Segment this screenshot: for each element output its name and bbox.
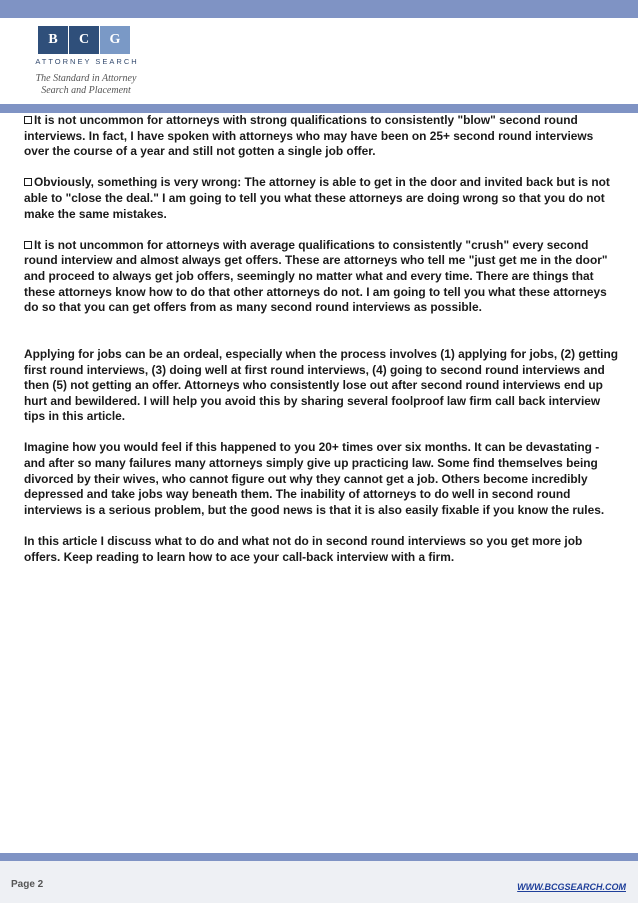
bullet-item: [24, 175, 620, 222]
logo-letter-b: B: [38, 26, 68, 54]
tagline: [10, 73, 162, 97]
body-paragraph: Applying for jobs can be an ordeal, especially when the process involves (1) applying for jobs, (2) getting first round interviews, (3) doing well at first round interviews, (4) going to second round interviews and then (5) not getting an offer. Attorneys who consistently lose out after second round interviews end up hurt and bewildered. I will help you avoid this by sharing several foolproof law firm call back interview tips in this article.: [24, 346, 618, 424]
article-body: [24, 113, 620, 565]
page-number: Page 2: [11, 879, 44, 890]
tagline-line-2: Search and Placement: [41, 85, 131, 96]
website-link[interactable]: WWW.BCGSEARCH.COM: [517, 882, 626, 892]
bullet-text: It is not uncommon for attorneys with average qualifications to consistently "crush" every second round interview and almost always get offers. These are attorneys who tell me "just get me in the door" and proceed to always get job offers, seemingly no matter what and every time. There are things that these attorneys know how to do that other attorneys do not. I am going to tell you what these attorneys do so that you can get offers from as many second round interviews as possible.: [24, 237, 608, 315]
bullet-item: [24, 238, 620, 316]
checkbox-bullet-icon: [24, 116, 32, 124]
header-divider-band: [0, 104, 638, 113]
bcg-logo: [38, 26, 130, 54]
checkbox-bullet-icon: [24, 178, 32, 186]
logo-letter-c: C: [68, 26, 100, 54]
checkbox-bullet-icon: [24, 241, 32, 249]
tagline-line-1: The Standard in Attorney: [35, 73, 137, 84]
logo-subtitle: ATTORNEY SEARCH: [35, 57, 139, 66]
top-header-band: [0, 0, 638, 18]
footer-divider-band: [0, 853, 638, 861]
logo-letter-g: G: [100, 26, 130, 54]
body-paragraph: In this article I discuss what to do and what not do in second round interviews so you get more job offers. Keep reading to learn how to ace your call-back interview with a firm.: [24, 534, 583, 564]
bullet-text: Obviously, something is very wrong: The attorney is able to get in the door and invited back but is not able to "close the deal." I am going to tell you what these attorneys are doing wrong so that you do not make the same mistakes.: [24, 175, 610, 221]
bullet-item: [24, 113, 620, 160]
bullet-text: It is not uncommon for attorneys with strong qualifications to consistently "blow" second round interviews. In fact, I have spoken with attorneys who may have been on 25+ second round interviews over the course of a year and still not gotten a single job offer.: [24, 113, 594, 159]
body-paragraph: Imagine how you would feel if this happened to you 20+ times over six months. It can be devastating - and after so many failures many attorneys simply give up practicing law. Some find themselves being divorced by their wives, who cannot figure out why they cannot get a job. Others become incredibly depressed and take jobs way beneath them. The inability of attorneys to do well in second round interviews is a serious problem, but the good news is that it is also easily fixable if you know the rules.: [24, 440, 605, 517]
